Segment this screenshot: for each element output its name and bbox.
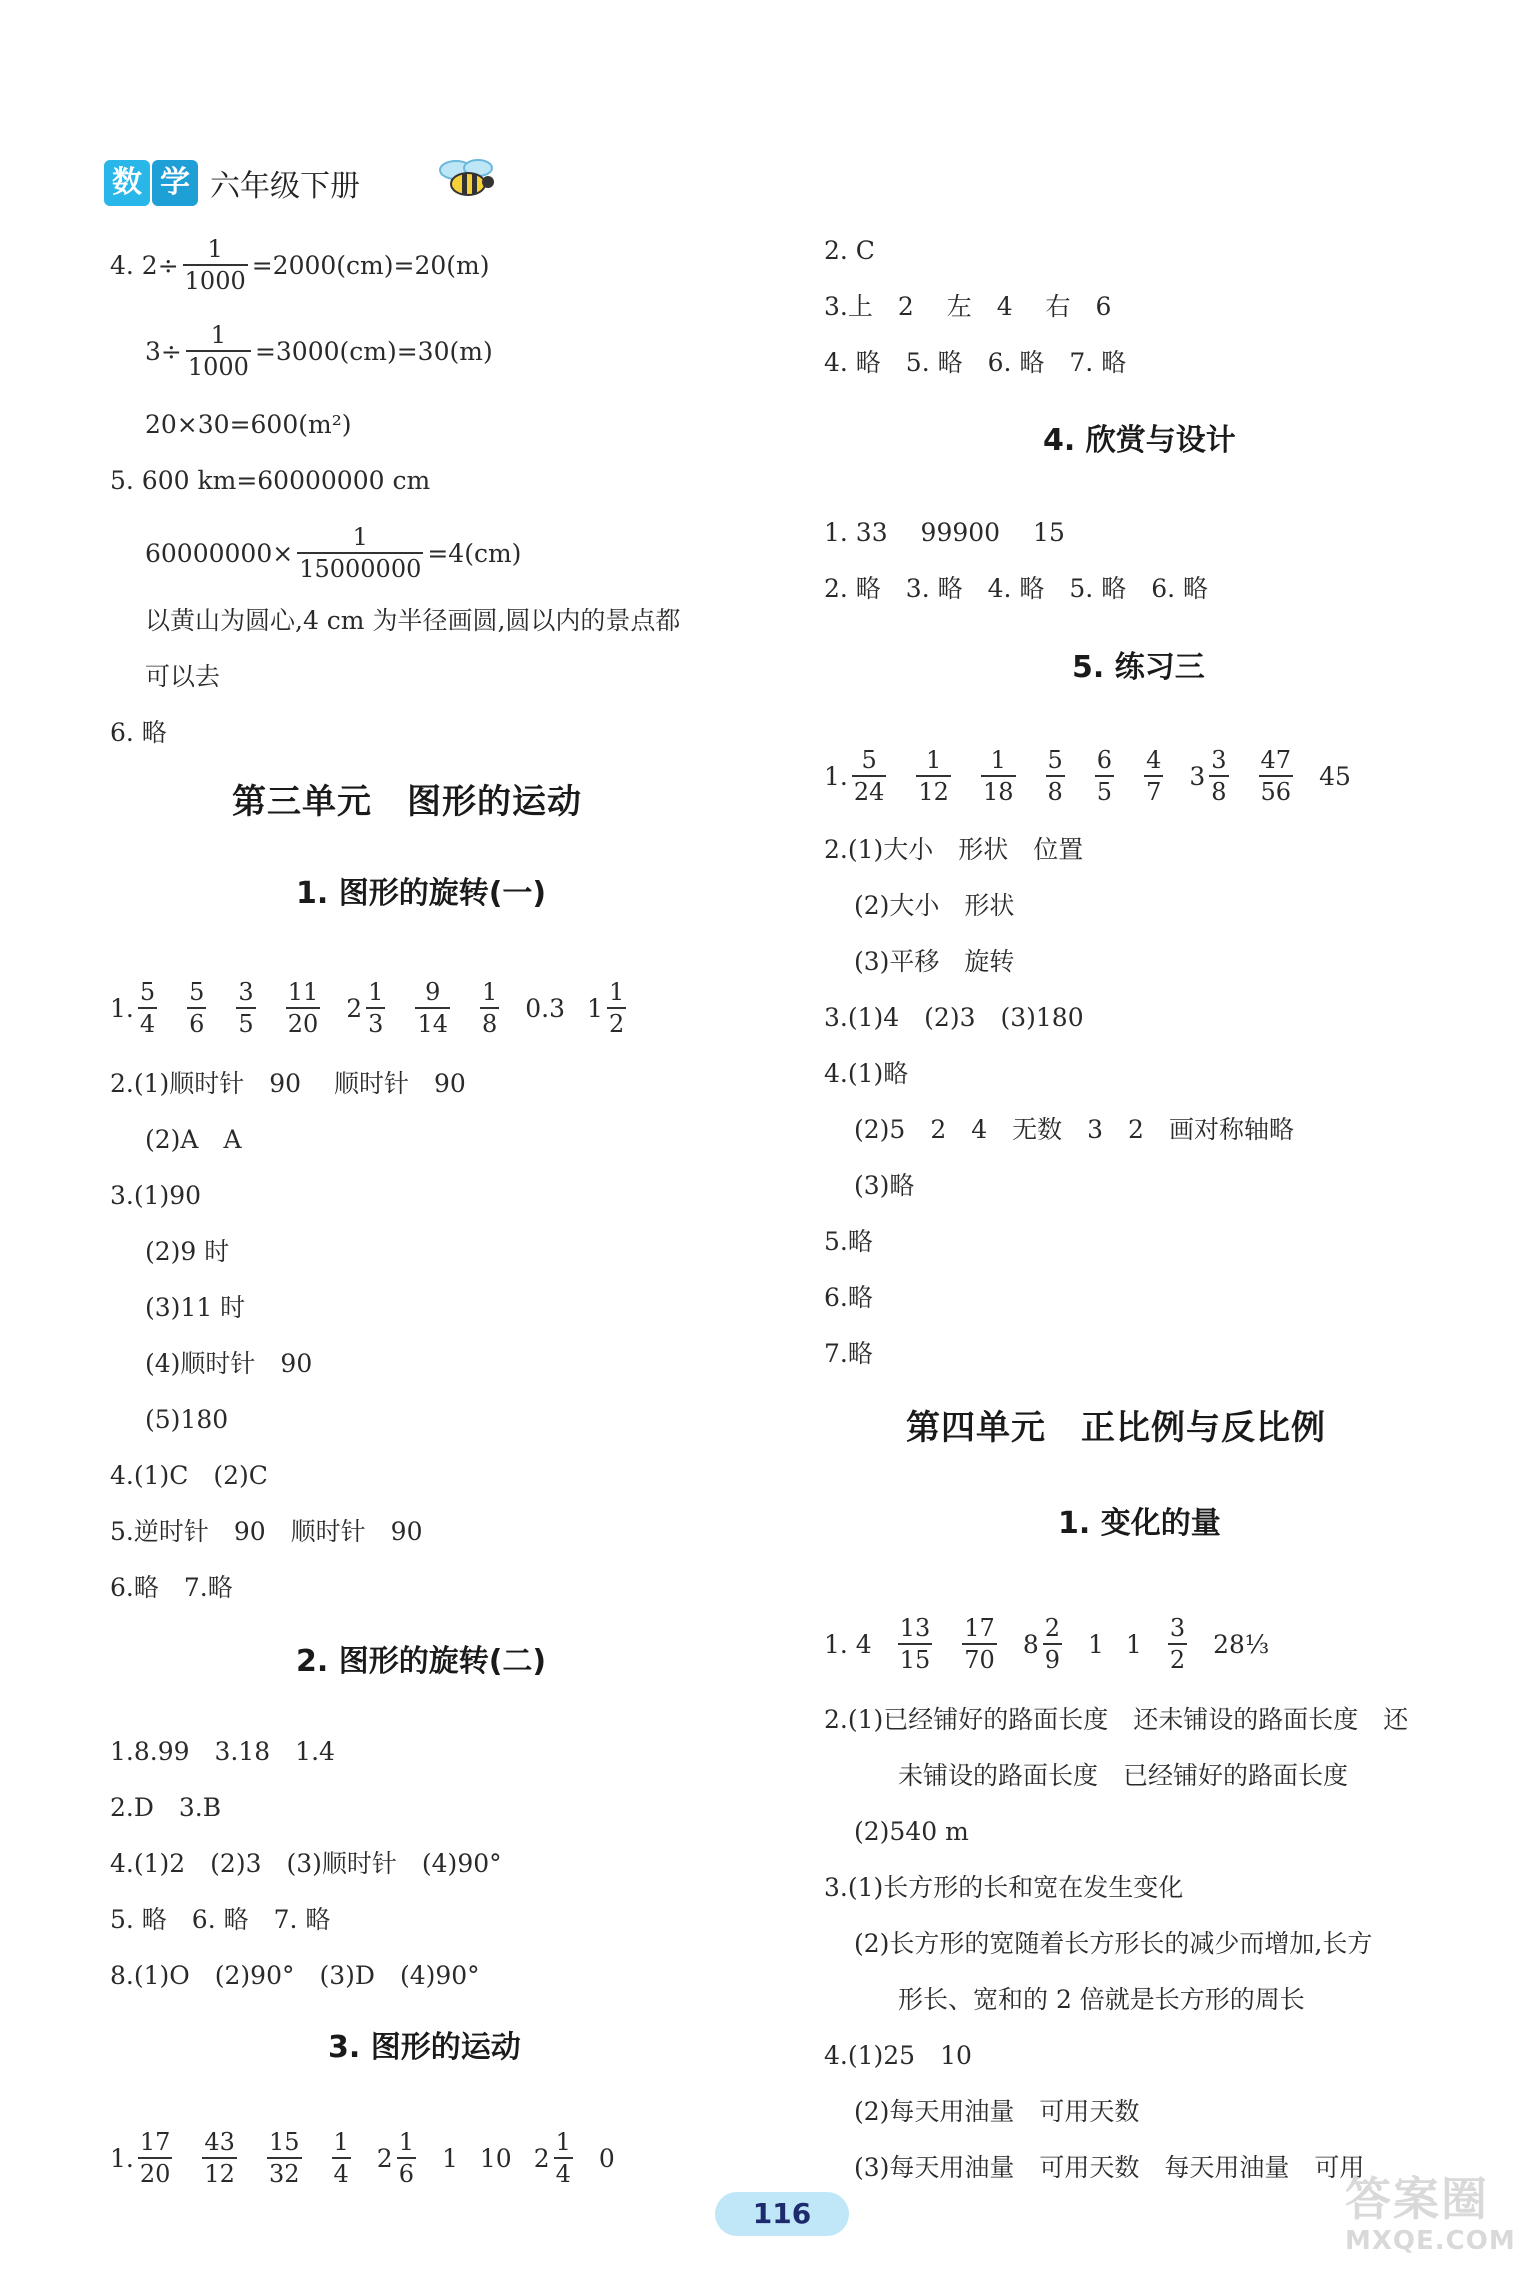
s5-q2c: (3)平移 旋转: [854, 947, 1015, 976]
numerator: 1: [368, 978, 384, 1006]
mixed-whole: 2: [533, 2143, 550, 2173]
fraction: [916, 748, 951, 804]
s1-q3d: (4)顺时针 90: [145, 1349, 313, 1378]
section-title: 3. 图形的运动: [328, 2030, 521, 2065]
s1-q6: 6.略 7.略: [110, 1573, 233, 1602]
left-q5c: 以黄山为圆心,4 cm 为半径画圆,圆以内的景点都: [145, 606, 681, 635]
s2-q2: 2.D 3.B: [110, 1793, 222, 1822]
denominator: 9: [1043, 1643, 1062, 1672]
fraction: [286, 980, 321, 1036]
denominator: 8: [480, 1007, 499, 1036]
s1-q5: 5.逆时针 90 顺时针 90: [110, 1517, 423, 1546]
s1-q2b: (2)A A: [145, 1125, 242, 1154]
mixed-whole: 8: [1022, 1629, 1039, 1659]
site-watermark: [1345, 2172, 1516, 2256]
denominator: 14: [415, 1007, 450, 1036]
fraction: [297, 525, 423, 581]
page-number: 116: [715, 2192, 849, 2236]
numerator: 1: [352, 523, 368, 551]
plain-value: 1: [1088, 1629, 1104, 1659]
fraction: [186, 323, 251, 379]
q-label: 1.: [824, 761, 848, 791]
denominator: 15: [898, 1643, 933, 1672]
denominator: 12: [916, 775, 951, 804]
unit3-title: 第三单元 图形的运动: [232, 782, 582, 822]
plain-value: 1: [1125, 1629, 1142, 1659]
plain-value: 1: [441, 2143, 458, 2173]
denominator: 24: [852, 775, 887, 804]
right-q4: 4. 略 5. 略 6. 略 7. 略: [824, 348, 1127, 377]
fraction: [138, 2130, 173, 2186]
s5-q1: [824, 748, 1351, 804]
bee-icon: [434, 154, 504, 204]
denominator: 6: [187, 1007, 206, 1036]
grade-label: 六年级下册: [210, 169, 360, 204]
percent-value: 28⅓: [1213, 1629, 1270, 1659]
logo-char-1: 数: [104, 160, 150, 206]
denominator: 8: [1209, 775, 1228, 804]
numerator: 9: [425, 978, 441, 1006]
denominator: 32: [267, 2157, 302, 2186]
fraction: [1043, 1616, 1062, 1672]
fraction: [202, 2130, 237, 2186]
fraction: [187, 980, 206, 1036]
q5b-suffix: =4(cm): [427, 538, 522, 568]
q-label: 1.: [110, 2143, 134, 2173]
watermark-logo-text: 答案圈: [1345, 2172, 1489, 2226]
mixed-whole: 3: [1189, 761, 1206, 791]
numerator: 15: [268, 2128, 300, 2156]
section-title: 1. 图形的旋转(一): [296, 876, 547, 911]
unit4-title: 第四单元 正比例与反比例: [906, 1408, 1326, 1448]
numerator: 3: [1169, 1614, 1186, 1642]
denominator: 4: [554, 2157, 573, 2186]
s1-q4: 4.(1)C (2)C: [110, 1461, 268, 1490]
left-q6: 6. 略: [110, 718, 167, 747]
numerator: 3: [1211, 746, 1227, 774]
denominator: 5: [236, 1007, 255, 1036]
s5-q3: 3.(1)4 (2)3 (3)180: [824, 1003, 1084, 1032]
right-q3: 3.上 2 左 4 右 6: [824, 292, 1112, 321]
denominator: 20: [138, 2157, 173, 2186]
denominator: 15000000: [297, 552, 423, 581]
numerator: 1: [481, 978, 498, 1006]
fraction: [607, 980, 626, 1036]
fraction: [332, 2130, 351, 2186]
fraction: [366, 980, 385, 1036]
fraction: [183, 237, 248, 293]
numerator: 17: [964, 1614, 995, 1642]
s5-q7: 7.略: [824, 1339, 873, 1368]
fraction: [554, 2130, 573, 2186]
plain-value: 45: [1319, 761, 1351, 791]
page-header: [104, 148, 360, 218]
q-label: 1. 4: [824, 1629, 872, 1659]
fraction: [267, 2130, 302, 2186]
fraction: [1144, 748, 1163, 804]
denominator: 20: [286, 1007, 321, 1036]
numerator: 5: [189, 978, 205, 1006]
numerator: 1: [608, 978, 625, 1006]
plain-value: 10: [479, 2143, 512, 2173]
left-q5d: 可以去: [145, 662, 221, 691]
s1-q3b: (2)9 时: [145, 1237, 230, 1266]
logo-char-2: 学: [152, 160, 198, 206]
s4-q2: 2. 略 3. 略 4. 略 5. 略 6. 略: [824, 574, 1208, 603]
denominator: 4: [138, 1007, 157, 1036]
denominator: 12: [202, 2157, 237, 2186]
numerator: 1: [555, 2128, 571, 2156]
mixed-whole: 2: [376, 2143, 393, 2173]
fraction: [1046, 748, 1065, 804]
q5b-prefix: 60000000×: [145, 538, 294, 568]
numerator: 1: [926, 746, 942, 774]
section-title: 4. 欣赏与设计: [1043, 423, 1236, 458]
u4s1-q3c: 形长、宽和的 2 倍就是长方形的周长: [898, 1985, 1305, 2014]
u4s1-q4a: 4.(1)25 10: [824, 2041, 972, 2070]
s1-q3e: (5)180: [145, 1405, 229, 1434]
right-q2: 2. C: [824, 236, 875, 265]
u4s1-q4b: (2)每天用油量 可用天数: [854, 2097, 1140, 2126]
numerator: 1: [207, 235, 223, 263]
numerator: 1: [210, 321, 227, 349]
s5-q6: 6.略: [824, 1283, 873, 1312]
fraction: [1168, 1616, 1187, 1672]
q4b-prefix: 3÷: [145, 336, 182, 366]
s1-q3c: (3)11 时: [145, 1293, 246, 1322]
numerator: 17: [139, 2128, 171, 2156]
fraction: [981, 748, 1016, 804]
numerator: 11: [287, 978, 319, 1006]
denominator: 6: [397, 2157, 416, 2186]
numerator: 47: [1260, 746, 1292, 774]
s5-q5: 5.略: [824, 1227, 873, 1256]
mixed-whole: 2: [346, 993, 363, 1023]
fraction: [480, 980, 499, 1036]
fraction: [1209, 748, 1228, 804]
numerator: 5: [1047, 746, 1063, 774]
section-title: 2. 图形的旋转(二): [296, 1644, 547, 1679]
u4s1-q2a: 2.(1)已经铺好的路面长度 还未铺设的路面长度 还: [824, 1705, 1409, 1734]
s5-q2b: (2)大小 形状: [854, 891, 1015, 920]
numerator: 2: [1044, 1614, 1060, 1642]
plain-value: 0.3: [525, 993, 566, 1023]
left-q5b: [145, 525, 521, 581]
s1-q3a: 3.(1)90: [110, 1181, 202, 1210]
numerator: 43: [204, 2128, 235, 2156]
fraction: [236, 980, 255, 1036]
left-q4a: [110, 237, 490, 293]
denominator: 7: [1144, 775, 1163, 804]
fraction: [1259, 748, 1294, 804]
u4s1-q3b: (2)长方形的宽随着长方形长的减少而增加,长方: [854, 1929, 1373, 1958]
fraction: [397, 2130, 416, 2186]
s2-q1: 1.8.99 3.18 1.4: [110, 1737, 335, 1766]
u4s1-q2c: (2)540 m: [854, 1817, 969, 1846]
u4s1-q1: [824, 1616, 1269, 1672]
denominator: 18: [981, 775, 1016, 804]
denominator: 3: [366, 1007, 385, 1036]
denominator: 70: [962, 1643, 997, 1672]
fraction: [898, 1616, 933, 1672]
left-q5a: 5. 600 km=60000000 cm: [110, 466, 431, 495]
numerator: 1: [398, 2128, 414, 2156]
q4b-suffix: =3000(cm)=30(m): [254, 336, 493, 366]
left-q4c: 20×30=600(m²): [145, 410, 352, 439]
denominator: 56: [1259, 775, 1294, 804]
s5-q4b: (2)5 2 4 无数 3 2 画对称轴略: [854, 1115, 1294, 1144]
s1-q2a: 2.(1)顺时针 90 顺时针 90: [110, 1069, 466, 1098]
s3-q1: [110, 2130, 615, 2186]
fraction: [962, 1616, 997, 1672]
fraction: [1095, 748, 1114, 804]
q-label: 1.: [110, 993, 134, 1023]
s4-q1: 1. 33 99900 15: [824, 518, 1065, 547]
s2-q8: 8.(1)O (2)90° (3)D (4)90°: [110, 1961, 480, 1990]
numerator: 4: [1146, 746, 1162, 774]
denominator: 8: [1046, 775, 1065, 804]
section-title: 5. 练习三: [1072, 650, 1205, 685]
s2-q4: 4.(1)2 (2)3 (3)顺时针 (4)90°: [110, 1849, 502, 1878]
denominator: 5: [1095, 775, 1114, 804]
q4a-suffix: =2000(cm)=20(m): [251, 250, 490, 280]
section-title: 1. 变化的量: [1058, 1506, 1221, 1541]
numerator: 1: [333, 2128, 349, 2156]
denominator: 2: [607, 1007, 626, 1036]
fraction: [138, 980, 157, 1036]
plain-value: 0: [598, 2143, 615, 2173]
numerator: 13: [899, 1614, 931, 1642]
s5-q4c: (3)略: [854, 1171, 915, 1200]
fraction: [852, 748, 887, 804]
s5-q4a: 4.(1)略: [824, 1059, 909, 1088]
numerator: 5: [139, 978, 156, 1006]
u4s1-q3a: 3.(1)长方形的长和宽在发生变化: [824, 1873, 1184, 1902]
watermark-url: MXQE.COM: [1345, 2226, 1516, 2256]
s1-q1: [110, 980, 630, 1036]
subject-logo: [104, 160, 200, 206]
u4s1-q2b: 未铺设的路面长度 已经铺好的路面长度: [898, 1761, 1349, 1790]
numerator: 5: [861, 746, 877, 774]
denominator: 1000: [186, 350, 251, 379]
fraction: [415, 980, 450, 1036]
numerator: 1: [990, 746, 1006, 774]
u4s1-q4c: (3)每天用油量 可用天数 每天用油量 可用: [854, 2153, 1365, 2182]
numerator: 3: [238, 978, 254, 1006]
left-q4b: [145, 323, 493, 379]
s5-q2a: 2.(1)大小 形状 位置: [824, 835, 1084, 864]
denominator: 4: [332, 2157, 351, 2186]
numerator: 6: [1096, 746, 1113, 774]
denominator: 2: [1168, 1643, 1187, 1672]
denominator: 1000: [183, 264, 248, 293]
q4a-prefix: 4. 2÷: [110, 250, 179, 280]
mixed-whole: 1: [587, 993, 603, 1023]
s2-q5: 5. 略 6. 略 7. 略: [110, 1905, 331, 1934]
